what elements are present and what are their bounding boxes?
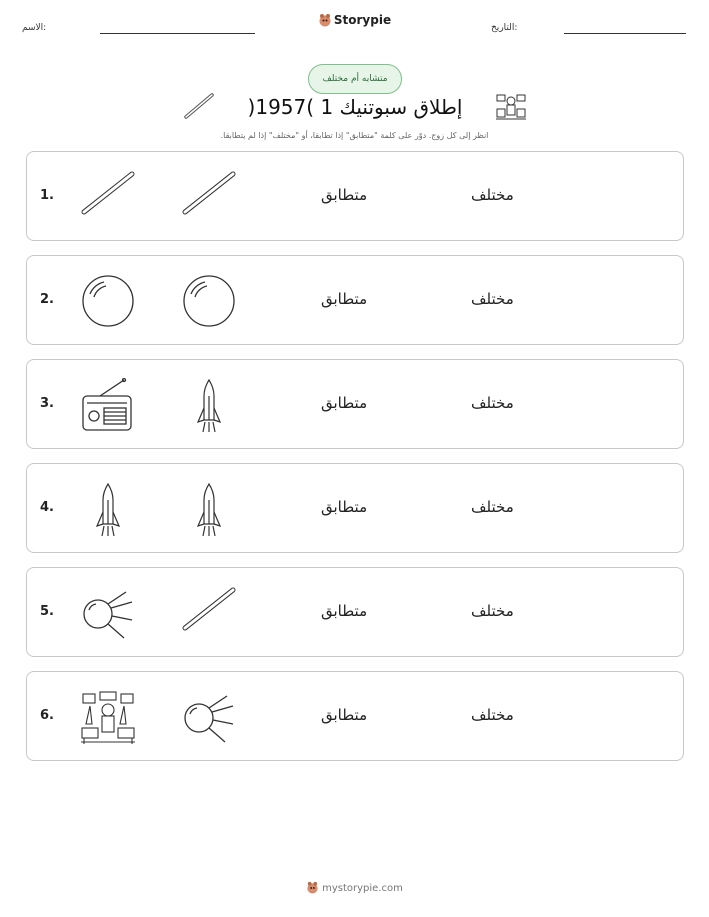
question-row-1 [26, 151, 684, 241]
control-room-icon [80, 690, 136, 746]
same-option[interactable]: متطابق [321, 706, 368, 724]
different-option[interactable]: مختلف [471, 290, 514, 308]
instructions: انظر إلى كل زوج. دوّر على كلمة "متطابق" إذا تطابقا، أو "مختلف" إذا لم يتطابقا. [220, 131, 489, 140]
question-number: 5. [40, 604, 54, 619]
sphere-icon [181, 274, 237, 330]
date-label: التاريخ: [491, 23, 518, 33]
different-option[interactable]: مختلف [471, 498, 514, 516]
storypie-logo-icon [306, 881, 319, 894]
radio-icon [80, 378, 136, 434]
rocket-icon [80, 482, 136, 538]
title-control-room-icon [495, 91, 527, 121]
different-option[interactable]: مختلف [471, 394, 514, 412]
worksheet-type-badge: متشابه أم مختلف [308, 64, 402, 94]
brand-name: Storypie [333, 13, 392, 27]
same-option[interactable]: متطابق [321, 290, 368, 308]
sphere-icon [80, 274, 136, 330]
title-rod-icon [183, 92, 215, 120]
footer [0, 881, 709, 894]
question-number: 3. [40, 396, 54, 411]
rod-icon [80, 170, 136, 226]
question-number: 4. [40, 500, 54, 515]
question-row-5 [26, 567, 684, 657]
sputnik-icon [181, 690, 237, 746]
question-row-4 [26, 463, 684, 553]
name-line [100, 33, 255, 34]
question-row-3 [26, 359, 684, 449]
question-number: 1. [40, 188, 54, 203]
different-option[interactable]: مختلف [471, 602, 514, 620]
footer-site[interactable]: mystorypie.com [322, 883, 403, 894]
name-label: الاسم: [22, 23, 47, 33]
rocket-icon [181, 378, 237, 434]
question-number: 2. [40, 292, 54, 307]
date-line [564, 33, 686, 34]
same-option[interactable]: متطابق [321, 498, 368, 516]
question-row-2 [26, 255, 684, 345]
brand [0, 13, 709, 27]
question-row-6 [26, 671, 684, 761]
rod-icon [181, 170, 237, 226]
same-option[interactable]: متطابق [321, 186, 368, 204]
different-option[interactable]: مختلف [471, 706, 514, 724]
question-number: 6. [40, 708, 54, 723]
sputnik-icon [80, 586, 136, 642]
same-option[interactable]: متطابق [321, 602, 368, 620]
page-title: إطلاق سبوتنيك 1 )1957( [247, 95, 463, 119]
rod-icon [181, 586, 237, 642]
rocket-icon [181, 482, 237, 538]
different-option[interactable]: مختلف [471, 186, 514, 204]
storypie-logo-icon [318, 13, 332, 27]
same-option[interactable]: متطابق [321, 394, 368, 412]
